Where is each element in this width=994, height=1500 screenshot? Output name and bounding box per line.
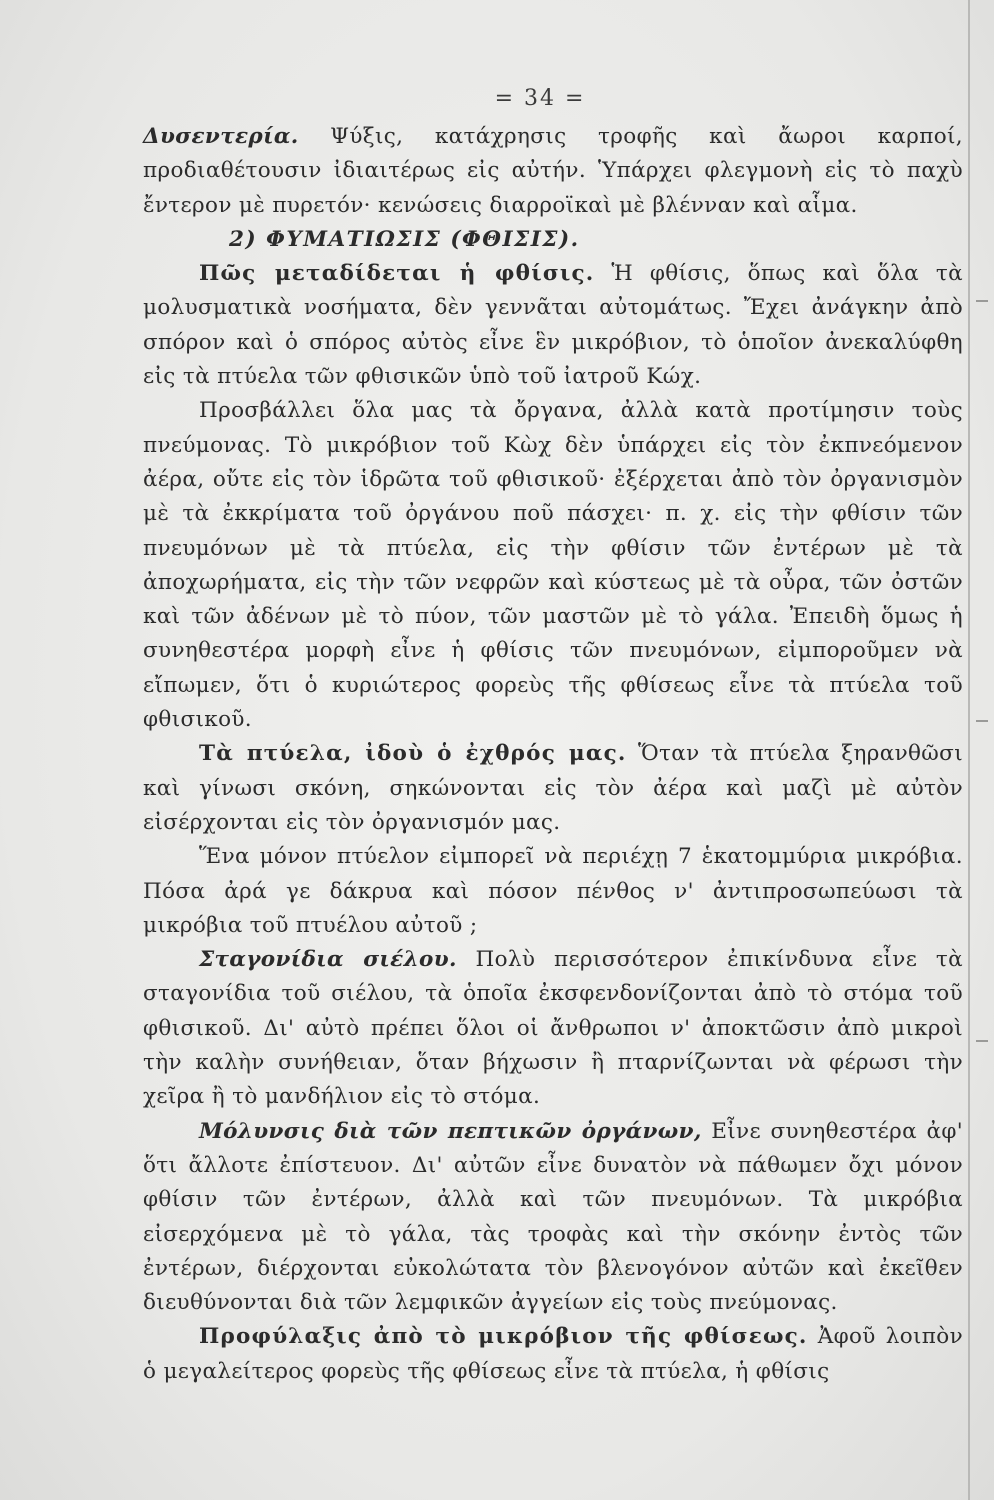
body-text [143,120,963,1389]
page-number: = 34 = [494,86,586,111]
paragraph-text: Πολὺ περισσότερον ἐπικίνδυνα εἶνε τὰ σταγονίδια τοῦ σιέλου, τὰ ὁποῖα ἐκσφενδονίζονται ἀπὸ τὸ στόμα τοῦ φθισικοῦ. Δι' αὐτὸ πρέπει ὅλοι οἱ ἄνθρωποι ν' ἀποκτῶσιν ἀπὸ μικροὶ τὴν καλὴν συνήθειαν, ὅταν βήχωσιν ἢ πταρνίζωνται νὰ φέρωσι τὴν χεῖρα ἢ τὸ μανδήλιον εἰς τὸ στόμα. [143,947,963,1110]
paragraph-lead: Μόλυνσις διὰ τῶν πεπτικῶν ὀργάνων, [199,1118,702,1144]
paragraph-lead: Προφύλαξις ἀπὸ τὸ μικρόβιον τῆς φθίσεως. [199,1324,808,1350]
edge-mark [976,1040,988,1042]
paragraph-dysentery [143,120,963,223]
page-edge [968,0,970,1500]
paragraph-text: Ἀφοῦ λοιπὸν ὁ μεγαλείτερος φορεὺς τῆς φθίσεως εἶνε τὰ πτύελα, ἡ φθίσις [143,1324,964,1384]
paragraph-text: Εἶνε συνηθεστέρα ἀφ' ὅτι ἄλλοτε ἐπίστευον. Δι' αὐτῶν εἶνε δυνατὸν νὰ πάθωμεν ὄχι μόνον φθίσιν τῶν ἐντέρων, ἀλλὰ καὶ τῶν πνευμόνων. Τὰ μικρόβια εἰσερχόμενα μὲ τὸ γάλα, τὰς τροφὰς καὶ τὴν σκόνην ἐντὸς τῶν ἐντέρων, διέρχονται εὐκολώτατα τὸν βλενογόνον αὐτῶν καὶ ἐκεῖθεν διευθύνονται διὰ τῶν λεμφικῶν ἀγγείων εἰς τοὺς πνεύμονας. [143,1118,963,1316]
paragraph-prevention [143,1320,963,1389]
section-heading: 2) ΦΥΜΑΤΙΩΣΙΣ (ΦΘΙΣΙΣ). [229,226,580,252]
paragraph-saliva [143,943,963,1114]
paragraph-text: Ψύξις, κατάχρησις τροφῆς καὶ ἄωροι καρποί, προδιαθέτουσιν ἰδιαιτέρως εἰς αὐτήν. Ὑπάρχει φλεγμονὴ εἰς τὸ παχὺ ἔντερον μὲ πυρετόν· κενώσεις διαρροϊκαὶ μὲ βλένναν καὶ αἷμα. [143,124,963,218]
paragraph-lead: Τὰ πτύελα, ἰδοὺ ὁ ἐχθρός μας. [199,741,627,767]
paragraph-text: Ἕνα μόνον πτύελον εἰμπορεῖ νὰ περιέχῃ 7 ἑκατομμύρια μικρόβια. Πόσα ἀρά γε δάκρυα καὶ πόσον πένθος ν' ἀντιπροσωπεύωσι τὰ μικρόβια τοῦ πτυέλου αὐτοῦ ; [143,844,963,938]
paragraph-transmission [143,257,963,394]
paragraph-microbes [143,840,963,943]
edge-mark [976,300,988,302]
paragraph-organs [143,394,963,737]
paragraph-text: Ὅταν τὰ πτύελα ξηρανθῶσι καὶ γίνωσι σκόνη, σηκώνονται εἰς τὸν ἀέρα καὶ μαζὶ μὲ αὐτὸν εἰσέρχονται εἰς τὸν ὀργανισμόν μας. [143,741,963,835]
paragraph-lead: Δυσεντερία. [143,124,299,149]
paragraph-text: Προσβάλλει ὅλα μας τὰ ὄργανα, ἀλλὰ κατὰ προτίμησιν τοὺς πνεύμονας. Τὸ μικρόβιον τοῦ Κὼχ δὲν ὑπάρχει εἰς τὸν ἐκπνεόμενον ἀέρα, οὔτε εἰς τὸν ἱδρῶτα τοῦ φθισικοῦ· ἐξέρχεται ἀπὸ τὸν ὀργανισμὸν μὲ τὰ ἐκκρίματα τοῦ ὀργάνου ποῦ πάσχει· π. χ. εἰς τὴν φθίσιν τῶν πνευμόνων μὲ τὰ πτύελα, εἰς τὴν φθίσιν τῶν ἐντέρων μὲ τὰ ἀποχωρήματα, εἰς τὴν τῶν νεφρῶν καὶ κύστεως μὲ τὰ οὖρα, τῶν ὀστῶν καὶ τῶν ἀδένων μὲ τὸ πύον, τῶν μαστῶν μὲ τὸ γάλα. Ἐπειδὴ ὅμως ἡ συνηθεστέρα μορφὴ εἶνε ἡ φθίσις τῶν πνευμόνων, εἰμποροῦμεν νὰ εἴπωμεν, ὅτι ὁ κυριώτερος φορεὺς τῆς φθίσεως εἶνε τὰ πτύελα τοῦ φθισικοῦ. [143,398,963,733]
paragraph-digestive [143,1115,963,1321]
paragraph-lead: Πῶς μεταδίδεται ἡ φθίσις. [199,261,595,287]
paragraph-sputum [143,737,963,840]
paragraph-lead: Σταγονίδια σιέλου. [199,947,457,973]
paragraph-text: Ἡ φθίσις, ὅπως καὶ ὅλα τὰ μολυσματικὰ νοσήματα, δὲν γεννᾶται αὐτομάτως. Ἔχει ἀνάγκην ἀπὸ σπόρον καὶ ὁ σπόρος αὐτὸς εἶνε ἓν μικρόβιον, τὸ ὁποῖον ἀνεκαλύφθη εἰς τὰ πτύελα τῶν φθισικῶν ὑπὸ τοῦ ἰατροῦ Κώχ. [143,261,963,390]
edge-mark [976,720,988,722]
